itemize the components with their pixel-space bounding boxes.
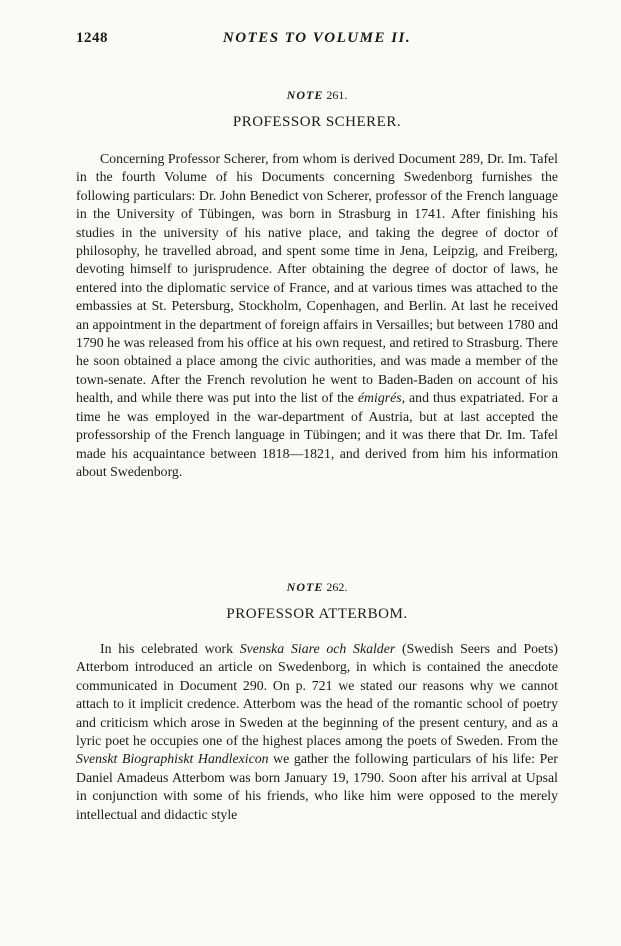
note-label bbox=[76, 88, 558, 103]
note-paragraph: Concerning Professor Scherer, from whom is derived Document 289, Dr. Im. Tafel in the fourth Volume of his Documents concerning Swedenborg furnishes the following particulars: Dr. John Benedict von Scherer, professor of the French language in the University of Tübingen, was born in Strasburg in 1741. After finishing his studies in the university of his native place, and taking the degree of doctor of philosophy, he travelled abroad, and spent some time in Jena, Leipzig, and Freiberg, devoting himself to jurisprudence. After obtaining the degree of doctor of laws, he entered into the diplomatic service of France, and at various times was attached to the embassies at St. Petersburg, Stockholm, Copenhagen, and Berlin. At last he received an appointment in the department of foreign affairs in Versailles; but between 1780 and 1790 he was released from his office at his own request, and retired to Strasburg. There he soon obtained a place among the civic authorities, and was made a member of the town-senate. After the French revolution he went to Baden-Baden on account of his health, and while there was put into the list of the émigrés, and thus expatriated. For a time he was employed in the war-department of Austria, but at last accepted the professorship of the French language in Tübingen; and it was there that Dr. Im. Tafel made his acquaintance between 1818—1821, and derived from him his information about Swedenborg. bbox=[76, 151, 558, 479]
running-header bbox=[76, 30, 558, 50]
note-label bbox=[76, 580, 558, 595]
section-title: PROFESSOR SCHERER. bbox=[232, 114, 402, 130]
note-number: 261. bbox=[326, 88, 348, 102]
note-label-prefix: NOTE bbox=[286, 580, 324, 594]
section-title: PROFESSOR ATTERBOM. bbox=[226, 606, 408, 622]
page-number: 1248 bbox=[76, 30, 108, 46]
note-number: 262. bbox=[326, 580, 348, 594]
note-label-prefix: NOTE bbox=[286, 88, 324, 102]
running-title: NOTES TO VOLUME II. bbox=[222, 30, 412, 46]
note-paragraph: In his celebrated work Svenska Siare och Skalder (Swedish Seers and Poets) Atterbom introduced an article on Swedenborg, in which is contained the anecdote communicated in Document 290. On p. 721 we stated our reasons why we cannot attach to it implicit credence. Atterbom was the head of the romantic school of poetry and criticism which arose in Sweden at the beginning of the present century, and as a lyric poet he occupies one of the highest places among the poets of Sweden. From the Svenskt Biographiskt Handlexicon we gather the following particulars of his life: Per Daniel Amadeus Atterbom was born January 19, 1790. Soon after his arrival at Upsal in conjunction with some of his friends, who like him were opposed to the merely intellectual and didactic style bbox=[76, 641, 558, 822]
